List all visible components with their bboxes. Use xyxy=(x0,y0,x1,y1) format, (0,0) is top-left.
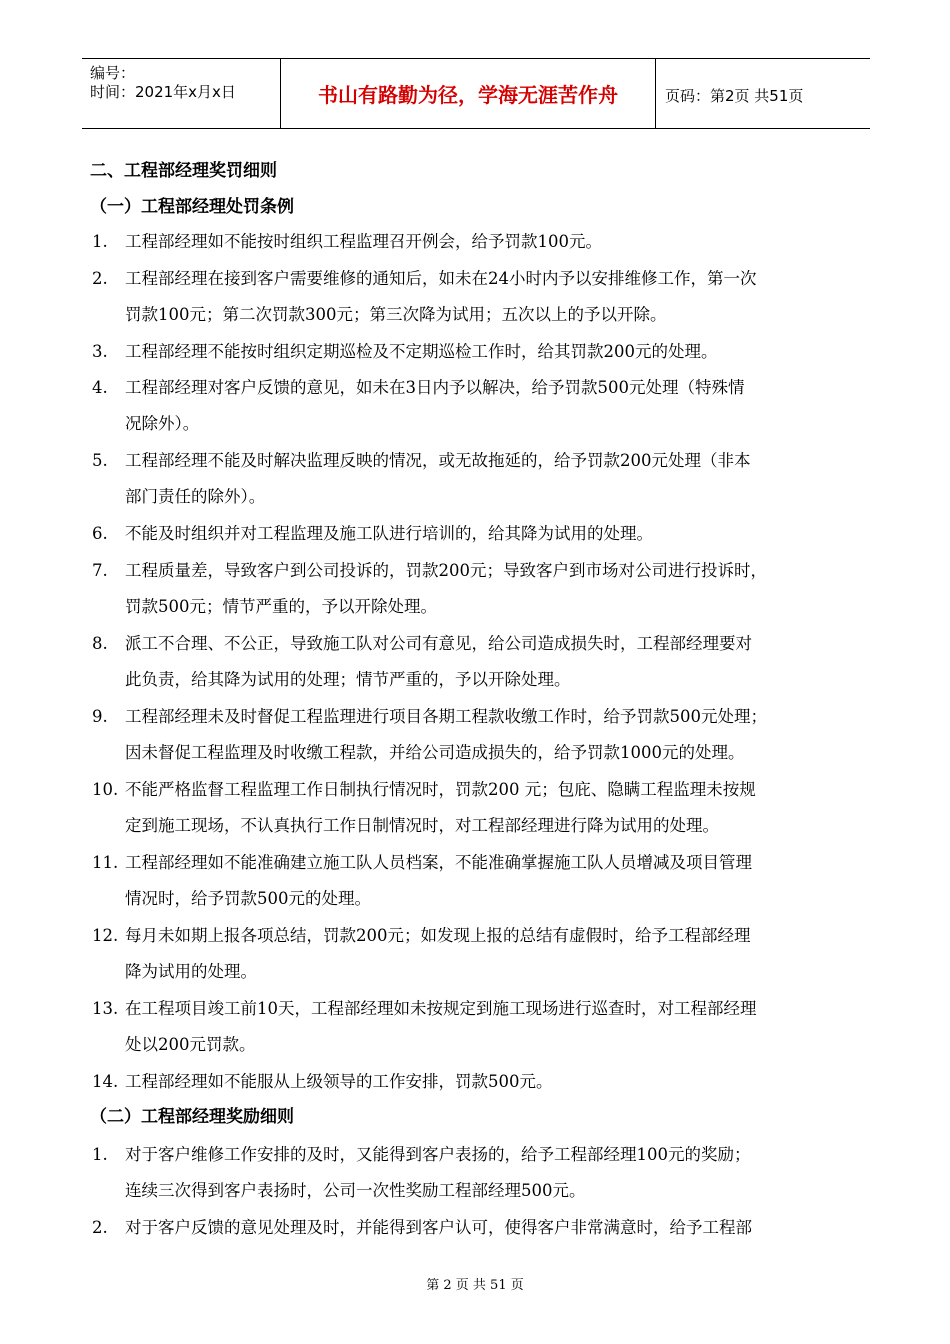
page-footer: 第 2 页 共 51 页 xyxy=(426,1278,524,1293)
item-text xyxy=(125,553,870,625)
item-line: 此负责，给其降为试用的处理；情节严重的，予以开除处理。 xyxy=(125,669,571,689)
item-number: 10. xyxy=(92,779,119,799)
time-label: 时间：2021年x月x日 xyxy=(90,83,236,101)
item-text xyxy=(125,1210,870,1246)
item-line: 罚款100元；第二次罚款300元；第三次降为试用；五次以上的予以开除。 xyxy=(125,304,667,324)
item-number: 7. xyxy=(92,560,108,580)
item-text xyxy=(125,261,870,333)
item-number: 9. xyxy=(92,706,108,726)
document-header xyxy=(82,58,870,129)
item-number: 5. xyxy=(92,451,108,470)
item-line: 工程部经理对客户反馈的意见，如未在3日内予以解决，给予罚款500元处理（特殊情 xyxy=(125,378,745,397)
item-text xyxy=(125,918,870,990)
item-line: 每月未如期上报各项总结，罚款200元；如发现上报的总结有虚假时，给予工程部经理 xyxy=(125,925,751,945)
item-number: 2. xyxy=(92,268,108,288)
item-line: 对于客户反馈的意见处理及时，并能得到客户认可，使得客户非常满意时，给予工程部 xyxy=(125,1217,752,1237)
item-number: 2. xyxy=(92,1217,108,1237)
penalties-title: （一）工程部经理处罚条例 xyxy=(90,197,294,217)
item-text xyxy=(125,224,870,260)
header-divider xyxy=(655,59,656,128)
item-text xyxy=(125,772,870,844)
item-number: 6. xyxy=(92,524,108,543)
section-title: 二、工程部经理奖罚细则 xyxy=(90,161,277,181)
item-text xyxy=(125,370,870,442)
item-number: 12. xyxy=(92,925,119,945)
item-number: 13. xyxy=(92,998,119,1018)
item-line: 罚款500元；情节严重的，予以开除处理。 xyxy=(125,596,437,616)
item-line: 工程部经理如不能按时组织工程监理召开例会，给予罚款100元。 xyxy=(125,232,602,251)
item-line: 派工不合理、不公正，导致施工队对公司有意见，给公司造成损失时，工程部经理要对 xyxy=(125,633,752,653)
item-line: 工程部经理如不能服从上级领导的工作安排，罚款500元。 xyxy=(125,1071,553,1091)
item-line: 不能及时组织并对工程监理及施工队进行培训的，给其降为试用的处理。 xyxy=(125,524,653,543)
item-line: 部门责任的除外）。 xyxy=(125,487,266,506)
item-text xyxy=(125,845,870,917)
item-line: 工程部经理未及时督促工程监理进行项目各期工程款收缴工作时，给予罚款500元处理； xyxy=(125,706,767,726)
item-line: 在工程项目竣工前10天，工程部经理如未按规定到施工现场进行巡查时，对工程部经理 xyxy=(125,998,757,1018)
item-line: 定到施工现场，不认真执行工作日制情况时，对工程部经理进行降为试用的处理。 xyxy=(125,815,719,835)
item-text xyxy=(125,991,870,1063)
item-text xyxy=(125,1137,870,1209)
item-line: 况除外）。 xyxy=(125,414,200,433)
item-line: 工程部经理不能及时解决监理反映的情况，或无故拖延的，给予罚款200元处理（非本 xyxy=(125,451,751,470)
item-text xyxy=(125,699,870,771)
item-line: 降为试用的处理。 xyxy=(125,961,257,981)
item-number: 4. xyxy=(92,378,108,397)
item-text xyxy=(125,1064,870,1100)
item-number: 3. xyxy=(92,341,108,361)
item-number: 14. xyxy=(92,1071,119,1091)
item-line: 连续三次得到客户表扬时，公司一次性奖励工程部经理500元。 xyxy=(125,1180,586,1200)
item-line: 工程部经理不能按时组织定期巡检及不定期巡检工作时，给其罚款200元的处理。 xyxy=(125,341,718,361)
header-meta-cell xyxy=(82,59,280,128)
header-motto: 书山有路勤为径，学海无涯苦作舟 xyxy=(318,83,618,107)
item-line: 工程质量差，导致客户到公司投诉的，罚款200元；导致客户到市场对公司进行投诉时， xyxy=(125,560,767,580)
item-text xyxy=(125,626,870,698)
item-number: 11. xyxy=(92,852,119,872)
item-number: 8. xyxy=(92,633,108,653)
rewards-title: （二）工程部经理奖励细则 xyxy=(90,1107,294,1127)
item-line: 因未督促工程监理及时收缴工程款，并给公司造成损失的，给予罚款1000元的处理。 xyxy=(125,742,745,762)
item-text xyxy=(125,516,870,552)
item-line: 工程部经理如不能准确建立施工队人员档案，不能准确掌握施工队人员增减及项目管理 xyxy=(125,852,752,872)
item-line: 情况时，给予罚款500元的处理。 xyxy=(125,888,371,908)
item-number: 1. xyxy=(92,1144,108,1164)
item-line: 不能严格监督工程监理工作日制执行情况时，罚款200 元；包庇、隐瞒工程监理未按规 xyxy=(125,779,756,799)
item-number: 1. xyxy=(92,232,108,251)
item-line: 工程部经理在接到客户需要维修的通知后，如未在24小时内予以安排维修工作，第一次 xyxy=(125,268,757,288)
item-text xyxy=(125,334,870,370)
serial-label: 编号： xyxy=(90,64,136,82)
item-line: 对于客户维修工作安排的及时，又能得到客户表扬的，给予工程部经理100元的奖励； xyxy=(125,1144,751,1164)
header-page-info: 页码：第2页 共51页 xyxy=(665,87,804,105)
item-text xyxy=(125,443,870,515)
item-line: 处以200元罚款。 xyxy=(125,1034,256,1054)
